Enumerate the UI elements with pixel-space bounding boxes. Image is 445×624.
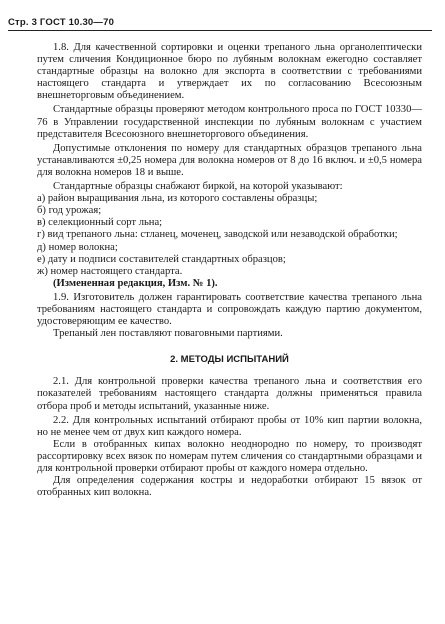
- paragraph-2-2: 2.2. Для контрольных испытаний отбирают пробы от 10% кип партии волокна, но не менее чем от двух кип каждого номера.: [37, 414, 422, 438]
- paragraph-2-1: 2.1. Для контрольной проверки качества трепаного льна и соответствия его показателей требованиям настоящего стандарта должны применяться правила отбора проб и методы испытаний, указанные ниже.: [37, 376, 422, 412]
- header-rule: [8, 30, 432, 31]
- list-item: ж) номер настоящего стандарта.: [37, 265, 183, 277]
- list-item: г) вид трепаного льна: стланец, моченец, заводской или незаводской обработки;: [37, 229, 398, 241]
- list-item: а) район выращивания льна, из которого составлены образцы;: [37, 193, 318, 205]
- paragraph-tag: Стандартные образцы снабжают биркой, на которой указывают:: [53, 181, 343, 193]
- section-heading: 2. МЕТОДЫ ИСПЫТАНИЙ: [170, 354, 289, 366]
- list-item: в) селекционный сорт льна;: [37, 217, 163, 229]
- page-header: Стр. 3 ГОСТ 10.30—70: [8, 17, 115, 28]
- paragraph-tolerance: Допустимые отклонения по номеру для стандартных образцов трепаного льна устанавливаются ±0,25 номера для волокна номеров от 8 до 16 включ. и ±0,5 номера для волокна номеров 18 и выше.: [37, 142, 422, 178]
- paragraph-2-2-sorting: Если в отобранных кипах волокно неоднородно по номеру, то производят рассортировку всех вязок по номерам путем сличения со стандартными образцами и для контрольной проверки отбирают пробы от каждого номера отдельно.: [37, 438, 422, 474]
- paragraph-check: Стандартные образцы проверяют методом контрольного проса по ГОСТ 10330—76 в Управлении государственной инспекции по лубяным волокнам с участием представителя Всесоюзного внешнеторгового объединения.: [37, 104, 422, 140]
- list-item: е) дату и подписи составителей стандартных образцов;: [37, 253, 286, 265]
- amendment-note: (Измененная редакция, Изм. № 1).: [53, 277, 218, 289]
- paragraph-1-8: 1.8. Для качественной сортировки и оценки трепаного льна органолептически путем сличения Кондиционное бюро по лубяным волокнам ежегодно составляет стандартные образцы на волокно для экспорта в соответствии с требованиями настоящего стандарта и утверждает их по согласованию Всесоюзным внешнеторговым объединением.: [37, 42, 422, 102]
- paragraph-1-9: 1.9. Изготовитель должен гарантировать соответствие качества трепаного льна требованиям настоящего стандарта и сопровождать каждую партию документом, удостоверяющим ее качество.: [37, 291, 422, 328]
- paragraph-2-2-sampling: Для определения содержания костры и недоработки отбирают 15 вязок от отобранных кип волокна.: [37, 475, 422, 499]
- document-body: [37, 0, 422, 499]
- list-item: д) номер волокна;: [37, 241, 118, 253]
- list-item: б) год урожая;: [37, 205, 102, 217]
- paragraph-1-9-delivery: Трепаный лен поставляют поваговными партиями.: [53, 328, 283, 340]
